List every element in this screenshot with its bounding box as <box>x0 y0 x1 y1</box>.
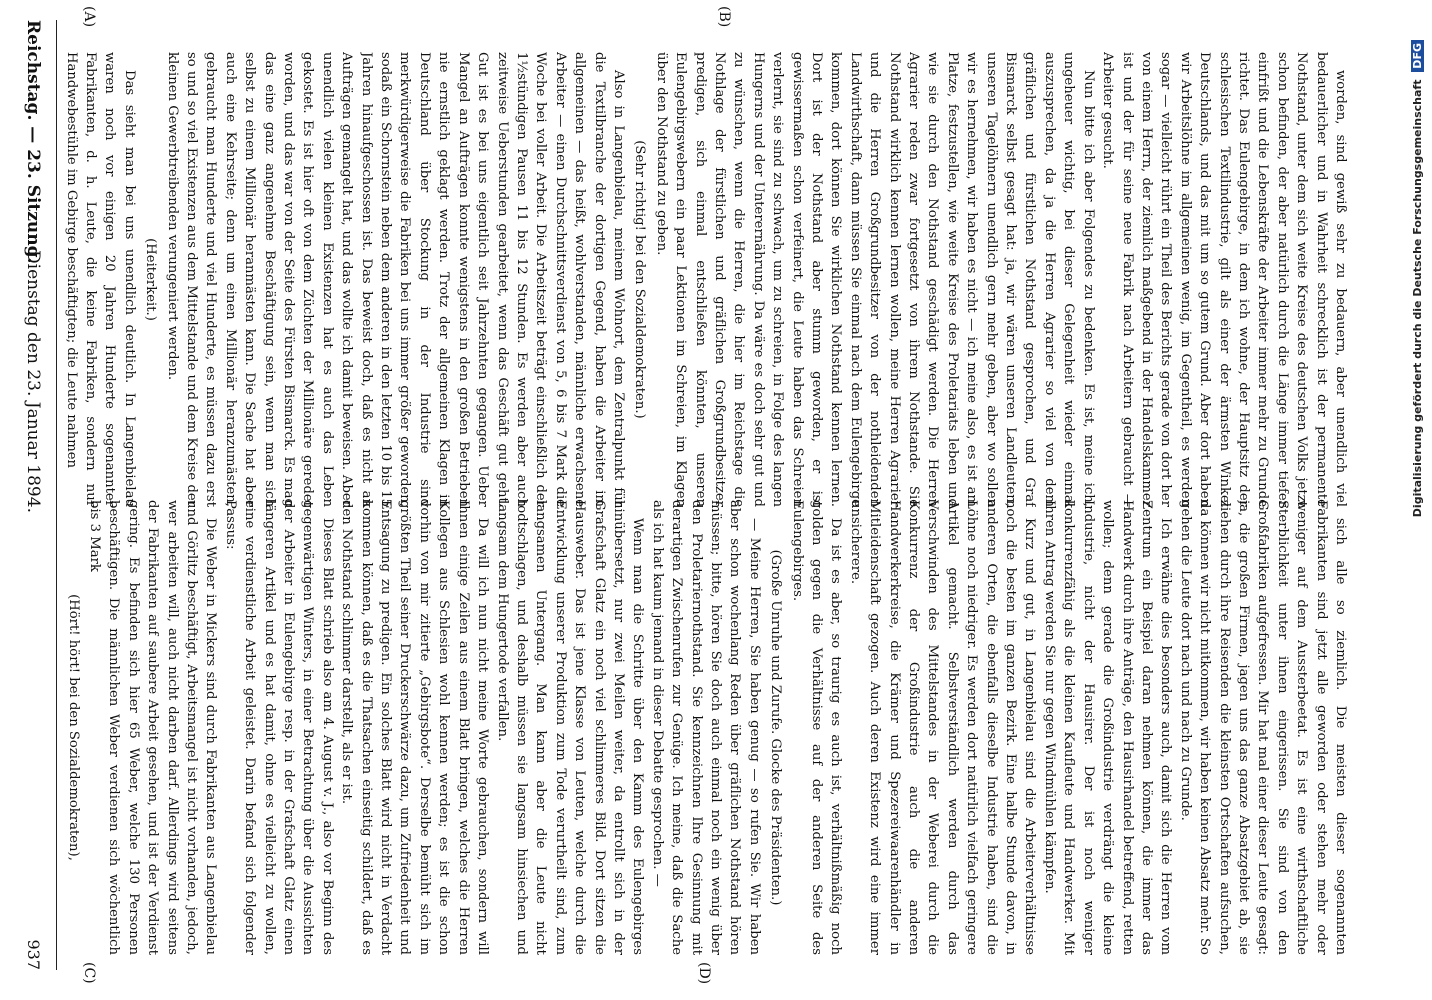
paragraph: — Meine Herren, Sie haben genug — so rufen Sie. Wir haben aber schon wochenlang Reden über gräflichen Nothstand hören müssen; bitte, hören Sie doch auch einmal noch ein wenig über den Proletariernothstand. Sie kennzeichnen Ihre Gesinnung mit derartigen Zwischenrufen zur Genüge. Ich meine, daß die Sache als ich hat kaum jemand in dieser Debatte gesprochen. — <box>649 500 762 955</box>
paragraph: worden, sind gewiß sehr zu bedauern, aber unendlich viel bedauerlicher und in Wahrheit schrecklich ist der permanente Nothstand, unter dem sich weite Kreise des deutschen Volks jetzt schon befinden, der aber natürlich durch die Länge immer tiefer einfrißt und die Lebenskräfte der Arbeiter immer mehr zu Grunde richtet. Das Eulengebirge, in dem ich wohne, der Hauptsitz der schlesischen Textilindustrie, gilt als einer der ärmsten Winkel Deutschlands, und das mit um so gutem Grund. Aber dort haben wir Arbeitslöhne im allgemeinen wenig, im Gegentheil, es werden sogar — vielleicht rührt ein Theil des Berichts gerade von dort her von einem Herrn, der ziemlich maßgebend in der Handelskammer ist und der für seine neue Fabrik nach Arbeitern gebraucht — Arbeiter gesucht. <box>1100 52 1348 507</box>
interjection: (Große Unruhe und Zurufe. Glocke des Präsidenten.) <box>768 549 784 906</box>
dfg-credit <box>1411 40 1424 970</box>
running-head-left: Reichstag. — 23. Sitzung. <box>23 20 43 264</box>
paragraph: Also in Langenbielau, meinem Wohnort, dem Zentralpunkt für die Textilbranche der dortigen Gegend, haben die Arbeiter im allgemeinen — das heißt, wohlverstanden, männliche erwachsene Arbeiter — einen Durchschnittsverdienst von 5, 6 bis 7 Mark die Woche bei voller Arbeit. Die Arbeitszeit beträgt einschließlich der 1½stündigen Pausen 11 bis 12 Stunden. Es werden aber auch zeitweise Ueberstunden gearbeitet, wenn das Geschäft gut geht. Gut ist es bei uns eigentlich seit Jahrzehnten gegangen. Ueber Mangel an Aufträgen konnte wenigstens in den großen Betrieben nie ernstlich geklagt werden. Trotz der allgemeinen Klagen in Deutschland über Stockung in der Industrie sind merkwürdigerweise die Fabriken bei uns immer größer geworden, sodaß ein Schornstein neben dem anderen in den letzten 10 bis 15 Jahren hinaufgeschossen ist. Das beweist doch, daß es nicht an Aufträgen gemangelt hat, und das wollte ich damit beweisen. Aber unendlich vielen kleinen Existenzen hat es auch das Leben gekostet. Es ist hier oft von dem Züchten der Millionäre geredet worden, und das war von der Seite des Fürsten Bismarck. Es mag das eine ganz angenehme Beschäftigung sein, wenn man sich selbst zu einem Millionär heranmästen kann. Die Sache hat aber auch eine Kehrseite; denn um einen Millionär heranzumästen, gebraucht man Hunderte und viel Hunderte, es müssen dazu erst so und so viel Existenzen aus dem Mittelstande und dem Kreise der kleinen Gewerbtreibenden verungeniert werden. <box>164 52 626 507</box>
paragraph: sich alle so ziemlich. Die meisten dieser sogenannten Fabrikanten sind jetzt alle geworden oder stehen mehr oder weniger auf dem Aussterbeetat. Es ist eine wirthschaftliche Sterblichkeit unter ihnen eingerissen. Sie sind von den Großfabriken aufgefressen. Mir hat mal einer dieser Leute gesagt: ja, die großen Firmen, jagen uns das ganze Absatzgebiet ab, sie ziehen durch ihre Reisenden die kleinsten Ortschaften aufsuchen, da können wir nicht mitkommen, wir haben keinen Absatz mehr. So gehen die Leute dort nach und nach zu Grunde. <box>1177 500 1348 955</box>
header-rule <box>56 20 57 970</box>
dfg-logo: DFG <box>1411 40 1424 72</box>
paragraph: Kurz und gut, in Langenbielau sind die Arbeiterverhältnisse noch die besten im ganzen Bezirk. Eine halbe Stunde davon, in anderen Orten, die ebenfalls dieselbe Industrie haben, sind die Löhne noch niedriger. Es werden dort natürlich vielfach geringere Artikel gemacht. Selbstverständlich werden durch das Verschwinden des Mittelstandes in der Weberei durch die Konkurrenz der Großindustrie auch die anderen Handwerkerkreise, die Krämer und Spezereiwaarenhändler in Mitleidenschaft gezogen. Auch deren Existenz wird eine immer unsicherere. <box>847 500 1038 955</box>
paragraph: Dieses Blatt schrieb also am 4. August v. J., also vor Beginn des gegenwärtigen Winters, in einer Betrachtung über die Aussichten der Arbeiter in Eulengebirge resp. in der Grafschaft Glatz einen längeren Artikel und es hat damit, ohne es vielleicht zu wollen, eine verdienstliche Arbeit geleistet. Darin befand sich folgender Passus: <box>222 500 335 955</box>
left-column <box>60 52 1350 507</box>
paragraph: Wenn man die Schritte über den Kamm des Eulengebirges hinübersetzt, nur zwei Meilen weiter, da entrollt sich in der Grafschaft Glatz ein noch viel schlimmeres Bild. Dort sitzen die Hausweber. Das ist jene Klasse von Leuten, welche durch die Entwicklung unserer Produktion zum Tode verurtheilt sind, zum langsamen Untergang. Man kann aber die Leute nicht todtschlagen, und deshalb müssen sie langsam hinsiechen und langsam dem Hungertode verfallen. <box>494 500 646 955</box>
margin-letter-a: (A) <box>81 6 97 28</box>
page-number: 937 <box>24 939 43 970</box>
right-column <box>60 500 1350 955</box>
margin-letter-b: (B) <box>716 6 732 28</box>
paragraph: Da will ich nun nicht meine Worte gebrauchen, sondern will Ihnen einige Zeilen aus einem Blatt bringen, welches die Herren Kollegen aus Schlesien wohl kennen werden; es ist die schon vorhin von mir zitierte „Gebirgsbote“. Derselbe bemüht sich im größten Theil seiner Druckerschwärze dazu, um Zufriedenheit und Entsagung zu predigen. Ein solches Blatt wird nicht in Verdacht kommen können, daß es die Thatsachen einseitig schildert, daß es den Nothstand schlimmer darstellt, als er ist. <box>339 500 491 955</box>
paragraph: Ich erwähne dies besonders auch, damit sich die Herren vom Zentrum ein Beispiel daran nehmen können, die immer das Handwerk durch ihre Anträge, den Hausirhandel betreffend, retten wollen; denn gerade die Großindustrie verdrängt die kleine Industrie, nicht der Hausirer. Der ist noch weniger konkurrenzfähig als die kleinen Kaufleute und Handwerker. Mit Ihren Antrag werden Sie nur gegen Windmühlen kämpfen. <box>1041 500 1174 955</box>
margin-letter-d: (D) <box>696 962 712 985</box>
running-head <box>17 20 47 970</box>
running-head-date: Dienstag den 23. Januar 1894. <box>23 250 43 513</box>
paragraph: Da ist es aber, so traurig es auch ist, verhältnißmäßig noch golden gegen die Verhältnisse auf der anderen Seite des Eulengebirges. <box>789 500 844 955</box>
paragraph: Nun bitte ich aber Folgendes zu bedenken. Es ist, meine ich, ungeheuer wichtig, bei dieser Gelegenheit wieder einmal auszusprechen, da ja die Herren Agrarier so viel von dem gräflichen und fürstlichen Nothstand gesprochen, und Graf Bismarck selbst gesagt hat: ja, wir wären unseren Landleuten, unseren Tagelöhnern unendlich gern mehr geben, aber wo sollen wir es hernehmen, wir haben es nicht — ich meine also, es ist am Platze, festzustellen, wie weite Kreise des Proletariats leben und wie sie durch den Nothstand geschädigt werden. Die Herren Agrarier reden zwar fortgesetzt von ihrem Nothstande. Sie Nothstand wirklich kennen lernen wollen, meine Herren Agrarier und die Herren Großgrundbesitzer von der nothleidenden Landwirthschaft, dann müssen Sie einmal nach dem Eulengebirge kommen, dort können Sie wirklichen Nothstand kennen lernen. Dort ist der Nothstand aber stumm geworden, er ist gewissermaßen schon verfeinert, die Leute haben das Schreien verlernt, sie sind zu schwach, um zu schreien, in Folge des langen Hungerns und der Unterernährung. Da wäre es doch sehr gut und zu wünschen, wenn die Herren, die hier im Reichstage die Nothlage der fürstlichen und gräflichen Großgrundbesitzer predigen, sich einmal entschließen könnten, unseren Eulengebirgswebern ein paar Lektionen im Schreien, im Klagen über den Nothstand zu geben. <box>653 52 1096 507</box>
interjection: (Heiterkeit.) <box>143 238 159 321</box>
interjection: (Sehr richtig! bei den Sozialdemokraten.) <box>632 140 648 419</box>
interjection: (Hört! hört! bei den Sozialdemokraten), <box>65 594 81 861</box>
paragraph: Die Weber in Mickers sind durch Fabrikanten aus Langenbielau und Görlitz beschäftigt, Arbeitsmangel ist nicht vorhanden, jedoch, wer arbeiten will, auch nicht darben darf. Allerdings wird seitens der Fabrikanten auf saubere Arbeit gesehen, und ist der Verdienst gering. Es befinden sich hier 65 Weber, welche 130 Personen beschäftigen. Die männlichen Weber verdienen sich wöchentlich bis 3 Mark <box>87 500 219 955</box>
paragraph: Das sieht man bei uns unendlich deutlich. In Langenbielau waren noch vor einigen 20 Jahren Hunderte sogenannter Fabrikanten, d. h. Leute, die keine Fabriken, sondern nur Handwebestühle im Gebirge beschäftigten; die Leute nahmen <box>63 52 137 507</box>
dfg-credit-text: Digitalisierung gefördert durch die Deutsche Forschungsgemeinschaft <box>1411 79 1424 518</box>
margin-letter-c: (C) <box>81 962 97 984</box>
